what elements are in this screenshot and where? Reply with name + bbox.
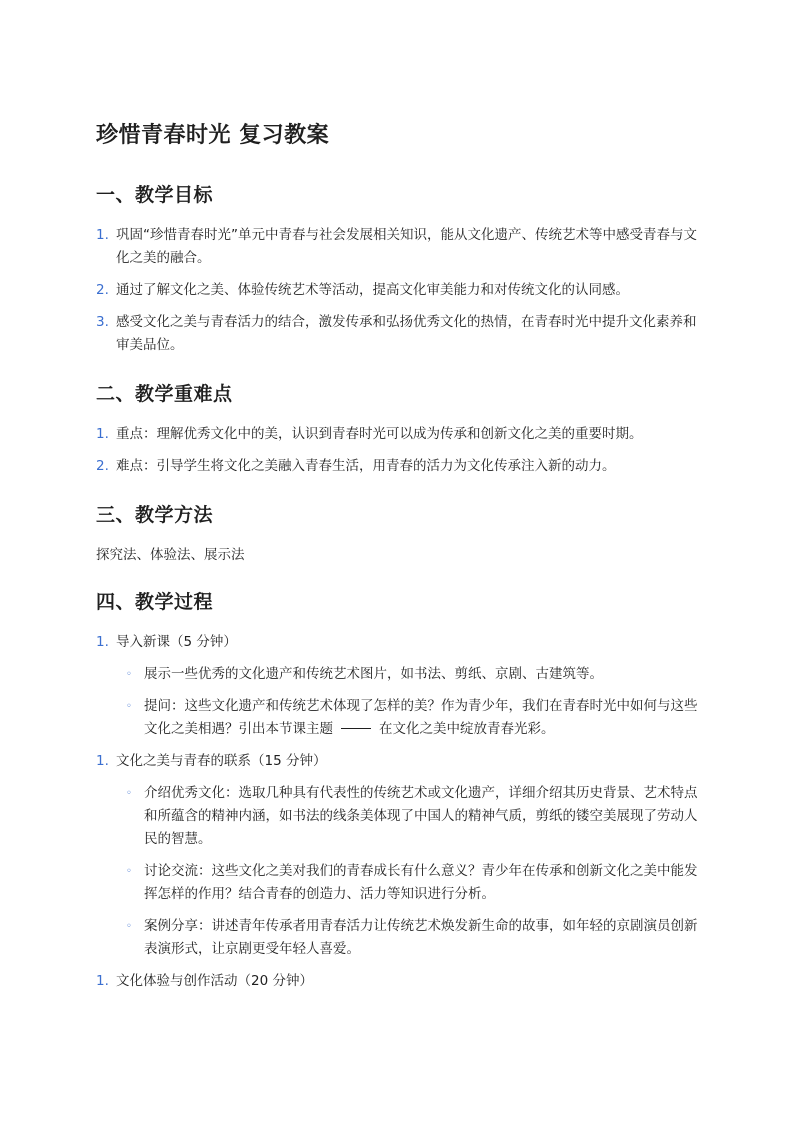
sub-item-text: 案例分享：讲述青年传承者用青春活力让传统艺术焕发新生命的故事，如年轻的京剧演员创新表演形式，让京剧更受年轻人喜爱。	[144, 918, 698, 957]
section-heading-keypoints: 二、教学重难点	[96, 383, 233, 405]
list-number: 1.	[96, 753, 109, 769]
sub-item-text: 提问：这些文化遗产和传统艺术体现了怎样的美？作为青少年，我们在青春时光中如何与这些文化之美相遇？引出本节课主题	[144, 698, 698, 737]
list-item	[96, 423, 698, 446]
methods-text: 探究法、体验法、展示法	[96, 547, 245, 563]
list-number: 1.	[96, 634, 109, 650]
sub-item-text: 介绍优秀文化：选取几种具有代表性的传统艺术或文化遗产，详细介绍其历史背景、艺术特点和所蕴含的精神内涵，如书法的线条美体现了中国人的精神气质，剪纸的镂空美展现了劳动人民的智慧。	[144, 785, 698, 847]
list-item	[96, 455, 698, 478]
list-number: 3.	[96, 314, 109, 330]
bullet-icon: ◦	[126, 921, 132, 932]
list-item-text: 重点：理解优秀文化中的美，认识到青春时光可以成为传承和创新文化之美的重要时期。	[116, 426, 643, 442]
list-number: 1.	[96, 227, 109, 243]
list-item-text: 巩固“珍惜青春时光”单元中青春与社会发展相关知识，能从文化遗产、传统艺术等中感受青春与文化之美的融合。	[116, 227, 697, 266]
process-step-title: 导入新课（5 分钟）	[116, 634, 237, 650]
section-methods	[96, 500, 698, 567]
list-item	[96, 279, 698, 302]
list-number: 2.	[96, 282, 109, 298]
section-heading-methods: 三、教学方法	[96, 504, 214, 526]
bullet-icon: ◦	[126, 701, 132, 712]
section-keypoints	[96, 379, 698, 478]
section-process	[96, 587, 698, 993]
document-title: 珍惜青春时光 复习教案	[96, 123, 330, 148]
sub-list	[116, 663, 698, 741]
section-goals	[96, 180, 698, 357]
list-item-text: 感受文化之美与青春活力的结合，激发传承和弘扬优秀文化的热情，在青春时光中提升文化素养和审美品位。	[116, 314, 697, 353]
process-list	[96, 631, 698, 993]
list-item	[96, 224, 698, 270]
list-item-text: 难点：引导学生将文化之美融入青春生活，用青春的活力为文化传承注入新的动力。	[116, 458, 616, 474]
goals-list	[96, 224, 698, 357]
process-step	[96, 750, 698, 961]
process-step	[96, 970, 698, 993]
list-number: 1.	[96, 426, 109, 442]
process-step-title: 文化之美与青春的联系（15 分钟）	[116, 753, 327, 769]
sub-list-item	[116, 663, 698, 686]
sub-item-text-cont: 在文化之美中绽放青春光彩。	[379, 721, 555, 737]
section-heading-process: 四、教学过程	[96, 591, 214, 613]
list-item	[96, 311, 698, 357]
bullet-icon: ◦	[126, 866, 132, 877]
process-step-title: 文化体验与创作活动（20 分钟）	[116, 973, 313, 989]
sub-list-item	[116, 782, 698, 851]
sub-list	[116, 782, 698, 961]
list-number: 1.	[96, 973, 109, 989]
list-item-text: 通过了解文化之美、体验传统艺术等活动，提高文化审美能力和对传统文化的认同感。	[116, 282, 629, 298]
sub-item-text: 讨论交流：这些文化之美对我们的青春成长有什么意义？青少年在传承和创新文化之美中能发挥怎样的作用？结合青春的创造力、活力等知识进行分析。	[144, 863, 698, 902]
sub-list-item	[116, 915, 698, 961]
bullet-icon: ◦	[126, 669, 132, 680]
em-dash	[341, 728, 371, 729]
list-number: 2.	[96, 458, 109, 474]
process-step	[96, 631, 698, 741]
keypoints-list	[96, 423, 698, 478]
section-heading-goals: 一、教学目标	[96, 184, 214, 206]
sub-list-item	[116, 860, 698, 906]
sub-list-item	[116, 695, 698, 741]
bullet-icon: ◦	[126, 788, 132, 799]
sub-item-text: 展示一些优秀的文化遗产和传统艺术图片，如书法、剪纸、京剧、古建筑等。	[144, 666, 603, 682]
